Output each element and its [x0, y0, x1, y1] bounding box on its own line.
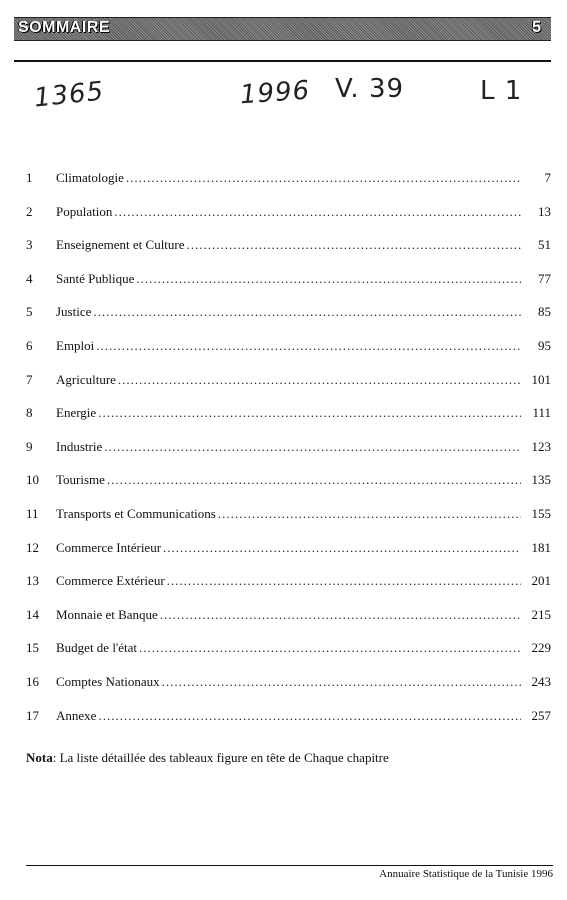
toc-entry-number: 3	[26, 237, 33, 253]
toc-entry	[26, 204, 551, 224]
toc-entry	[26, 573, 551, 593]
toc-entry-title: Industrie	[56, 438, 103, 454]
toc-entry-page: 95	[538, 338, 551, 353]
toc-entry	[26, 372, 551, 392]
toc-entry-number: 10	[26, 472, 39, 488]
toc-entry-title: Climatologie	[56, 170, 124, 185]
toc-entry-title: Justice	[56, 304, 92, 320]
toc-entry-page: 111	[532, 405, 551, 421]
toc-dot-leader	[93, 304, 521, 320]
toc-entry-number: 14	[26, 606, 39, 622]
note-text: : La liste détaillée des tableaux figure en tête de Chaque chapitre	[52, 750, 389, 765]
toc-entry	[26, 640, 551, 660]
toc-entry	[26, 304, 551, 324]
toc-dot-leader	[104, 439, 521, 455]
toc-entry-title: Commerce Intérieur	[56, 539, 162, 555]
toc-entry-number: 9	[26, 438, 33, 454]
toc-dot-leader	[218, 506, 521, 522]
toc-entry-number: 8	[26, 405, 33, 421]
toc-dot-leader	[187, 237, 521, 253]
bottom-rule	[26, 865, 553, 866]
toc-dot-leader	[167, 573, 521, 589]
toc-dot-leader	[98, 708, 521, 724]
toc-entry	[26, 708, 551, 728]
toc-entry-title: Budget de l'état	[56, 640, 138, 656]
toc-entry-number: 2	[26, 203, 33, 219]
toc-entry-page: 7	[544, 170, 551, 185]
toc-entry-page: 123	[531, 438, 551, 454]
toc-dot-leader	[107, 472, 521, 488]
toc-entry-number: 4	[26, 270, 33, 286]
toc-entry-number: 15	[26, 640, 39, 656]
handwritten-code-3: V. 39	[335, 74, 405, 104]
toc-entry-number: 12	[26, 539, 39, 555]
toc-dot-leader	[96, 338, 521, 354]
toc-entry-title: Tourisme	[56, 472, 105, 488]
toc-dot-leader	[118, 372, 521, 388]
toc-entry-title: Agriculture	[56, 371, 116, 387]
footer-text: Annuaire Statistique de la Tunisie 1996	[379, 868, 553, 880]
toc-entry-title: Annexe	[56, 707, 97, 723]
toc-entry	[26, 472, 551, 492]
note-label: Nota	[26, 750, 53, 765]
toc-entry	[26, 607, 551, 627]
toc-entry-page: 181	[531, 539, 551, 555]
toc-entry-page: 229	[531, 640, 551, 656]
toc-entry-page: 155	[531, 506, 551, 521]
toc-entry-title: Emploi	[56, 338, 95, 353]
toc-entry-title: Energie	[56, 405, 97, 421]
toc-entry	[26, 506, 551, 526]
top-rule	[14, 60, 551, 62]
toc-entry	[26, 674, 551, 694]
toc-dot-leader	[163, 540, 521, 556]
toc-entry	[26, 338, 551, 358]
toc-dot-leader	[126, 170, 521, 186]
toc-entry-title: Transports et Communications	[56, 506, 216, 521]
handwritten-code-2: 1996	[239, 75, 312, 111]
toc-entry-title: Comptes Nationaux	[56, 674, 160, 689]
toc-entry-number: 5	[26, 304, 33, 320]
toc-entry-page: 215	[531, 606, 551, 622]
toc-entry	[26, 237, 551, 257]
toc-dot-leader	[162, 674, 521, 690]
toc-entry-number: 13	[26, 573, 39, 589]
toc-entry-title: Population	[56, 203, 113, 219]
toc-entry-page: 77	[538, 270, 551, 286]
toc-entry-page: 201	[531, 573, 551, 589]
toc-entry-title: Santé Publique	[56, 270, 135, 286]
toc-dot-leader	[114, 204, 521, 220]
toc-entry-page: 257	[531, 707, 551, 723]
toc-entry-page: 135	[531, 472, 551, 488]
toc-entry-title: Enseignement et Culture	[56, 237, 185, 253]
toc-entry-number: 7	[26, 371, 33, 387]
toc-entry-number: 11	[26, 506, 39, 521]
toc-dot-leader	[139, 640, 521, 656]
toc-entry-number: 16	[26, 674, 39, 689]
header-page-number: 5	[532, 19, 541, 36]
toc-dot-leader	[98, 405, 521, 421]
toc-dot-leader	[160, 607, 521, 623]
toc-entry-title: Monnaie et Banque	[56, 606, 158, 622]
handwritten-code-1: 1365	[32, 76, 106, 114]
toc-entry-number: 1	[26, 170, 33, 185]
toc-entry-page: 51	[538, 237, 551, 253]
toc-entry-page: 85	[538, 304, 551, 320]
toc-entry	[26, 271, 551, 291]
note	[26, 750, 389, 766]
toc-entry	[26, 540, 551, 560]
toc-entry-page: 243	[531, 674, 551, 689]
toc-entry	[26, 439, 551, 459]
toc-entry-page: 13	[538, 203, 551, 219]
handwritten-code-4: L 1	[480, 76, 523, 106]
toc-entry-number: 17	[26, 707, 39, 723]
toc-dot-leader	[136, 271, 521, 287]
header-bar	[14, 17, 551, 41]
toc-entry	[26, 170, 551, 190]
page-title: SOMMAIRE	[18, 19, 110, 36]
toc-entry	[26, 405, 551, 425]
toc-entry-number: 6	[26, 338, 33, 353]
toc-entry-title: Commerce Extérieur	[56, 573, 165, 589]
toc-entry-page: 101	[531, 371, 551, 387]
